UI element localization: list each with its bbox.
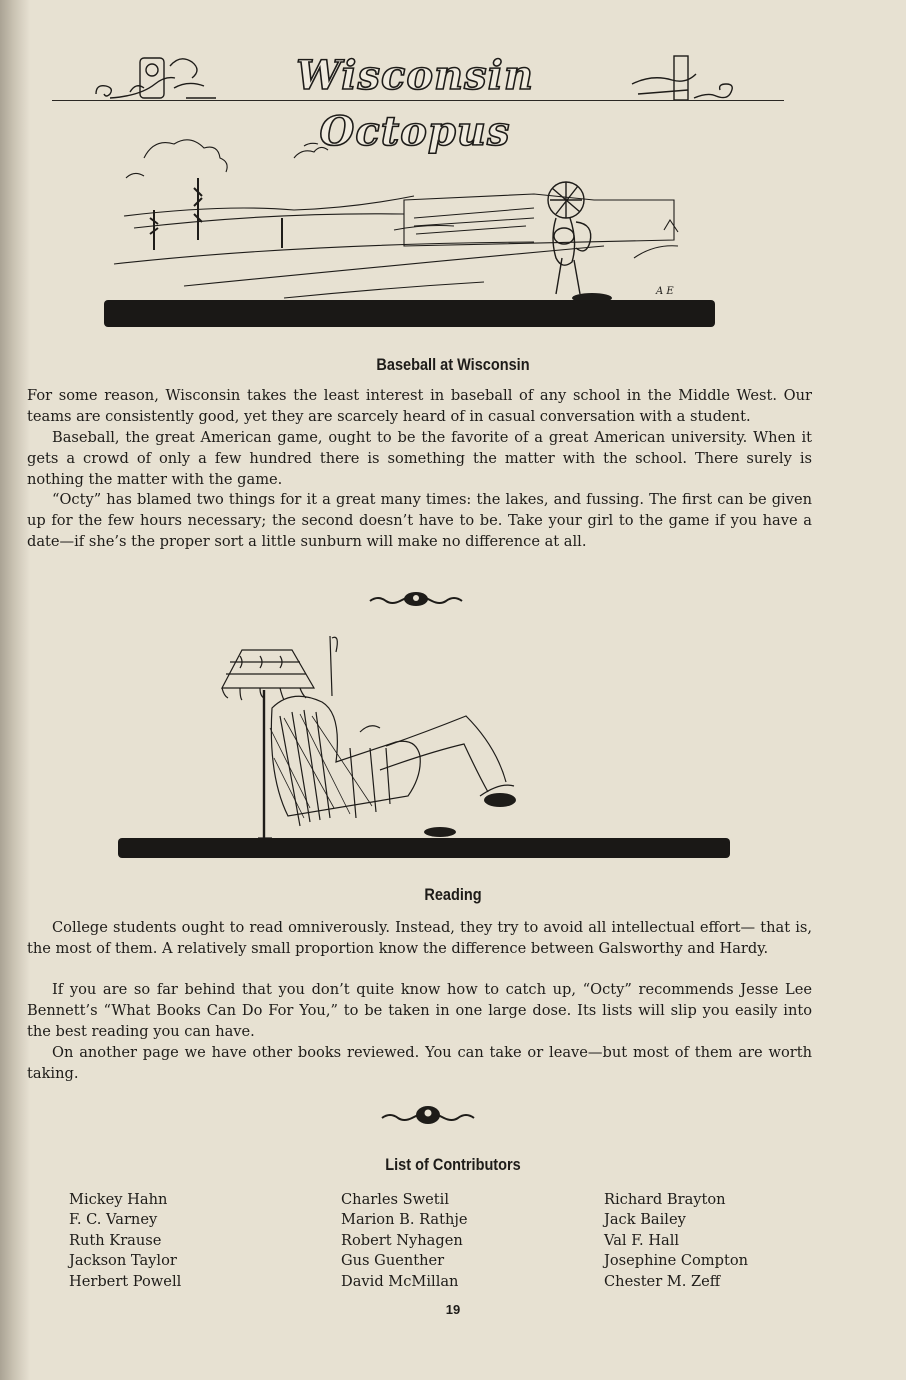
baseball-paragraph-1: For some reason, Wisconsin takes the least interest in baseball of any school in the Middle West. Our teams are consistently good, yet they are scarcely heard of in casual conversation with a student. [27,387,812,425]
reading-paragraph-1: College students ought to read omniverously. Instead, they try to avoid all intellectual effort— that is, the most of them. A relatively small proportion know the difference between Galsworthy and Hardy. [27,919,812,957]
contributor-name: Herbert Powell [69,1272,182,1290]
section-title-contributors: List of Contributors [385,1156,521,1174]
baseball-paragraph-3: “Octy” has blamed two things for it a great many times: the lakes, and fussing. The first can be given up for the few hours necessary; the second doesn’t have to be. Take your girl to the game if you have a date—if she’s the proper sort a little sunburn will make no difference at all. [27,491,812,550]
contributor-name: Josephine Compton [604,1252,749,1270]
contributors-column-3 [604,1190,748,1292]
contributor-name: Chester M. Zeff [604,1272,721,1290]
masthead-rule [52,100,784,101]
contributor-name: Val F. Hall [604,1231,680,1249]
baseball-catcher-illustration [104,118,716,303]
contributor-name: Richard Brayton [604,1191,726,1208]
section-title-reading: Reading [424,886,482,904]
reading-floor-bar [118,838,730,858]
baseball-ground-bar [104,300,715,327]
masthead-right-scroll-ornament [628,48,748,106]
contributor-name: Jack Bailey [604,1211,686,1229]
contributor-name: Ruth Krause [69,1231,162,1249]
contributor-name: Marion B. Rathje [341,1211,468,1229]
reading-paragraph-2: If you are so far behind that you don’t quite know how to catch up, “Octy” recommends Jesse Lee Bennett’s “What Books Can Do For You,” to be taken in one large dose. Its lists will slip you easily into the best reading you can have. [27,981,812,1040]
reading-paragraph-3: On another page we have other books reviewed. You can take or leave—but most of them are worth taking. [27,1044,812,1082]
baseball-paragraph-2: Baseball, the great American game, ought to be the favorite of a great American university. When it gets a crowd of only a few hundred there is something the matter with the school. There surely is nothing the matter with the game. [27,429,812,488]
masthead-left-scroll-ornament [90,48,220,106]
page-number: 19 [445,1302,461,1317]
contributors-column-1 [69,1190,181,1292]
contributor-name: Robert Nyhagen [341,1231,463,1249]
contributor-name: F. C. Varney [69,1211,158,1229]
contributors-column-2 [341,1190,468,1292]
divider-ornament-2 [380,1104,476,1126]
contributor-name: Charles Swetil [341,1191,449,1208]
contributor-name: David McMillan [341,1272,459,1290]
contributor-name: Jackson Taylor [69,1252,177,1270]
reading-armchair-illustration [200,628,530,844]
contributor-name: Gus Guenther [341,1252,445,1270]
section-title-baseball: Baseball at Wisconsin [376,356,530,374]
divider-ornament-1 [368,591,464,609]
baseball-illustration-signature: A E [656,286,674,297]
masthead-title: Wisconsin Octopus [296,52,534,155]
contributor-name: Mickey Hahn [69,1191,168,1208]
